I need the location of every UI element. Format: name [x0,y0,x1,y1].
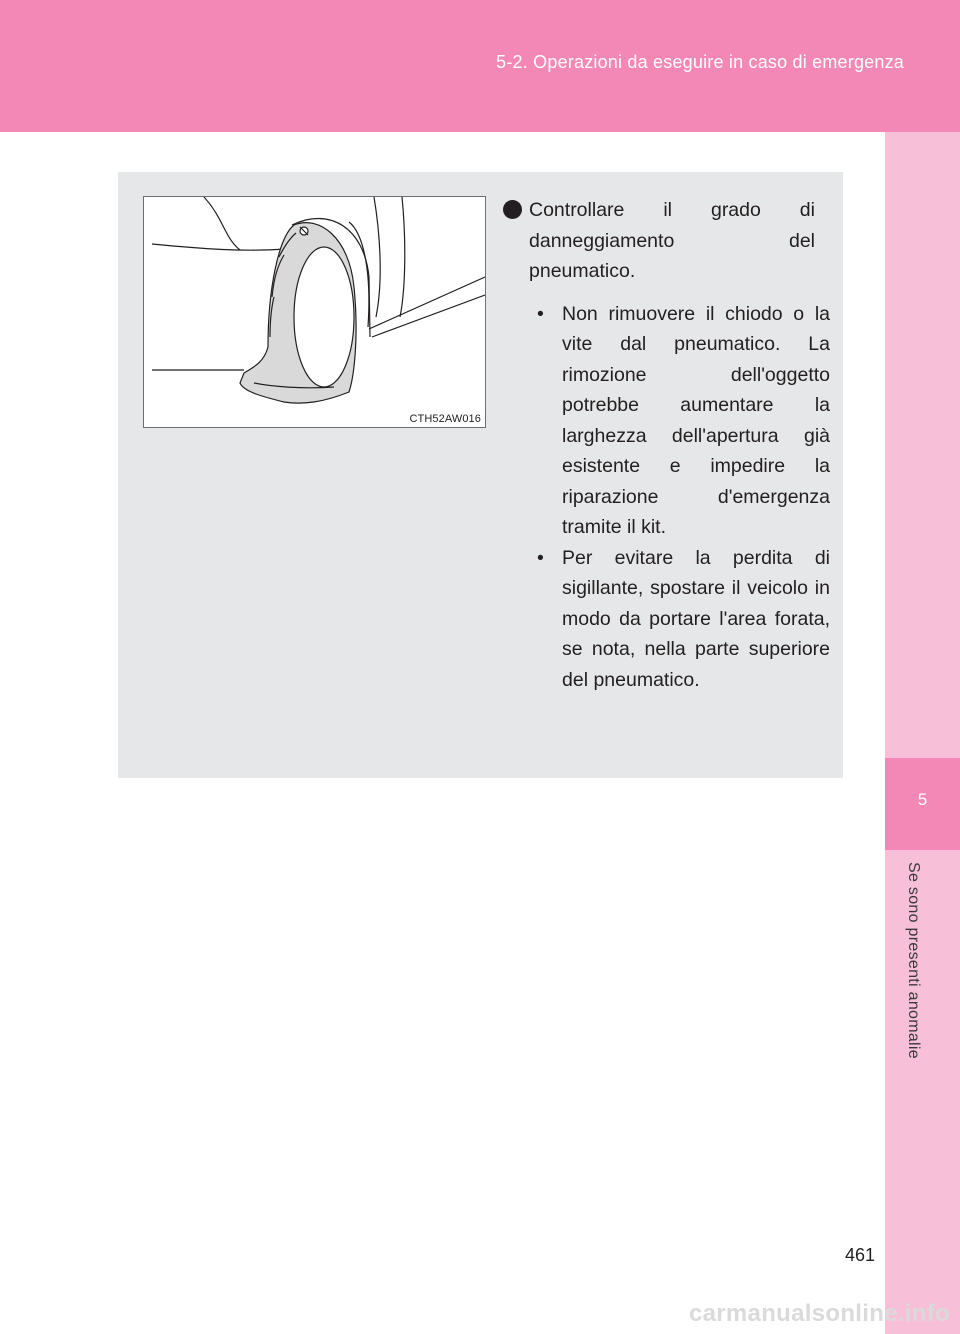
main-bullet-text: Controllare il grado di danneggiamento del pneumatico. [529,199,815,282]
main-bullet [503,195,815,287]
bullet-dot-icon [503,200,522,219]
page-number: 461 [844,1245,875,1265]
tire-illustration [143,196,486,428]
page-header [0,0,960,132]
watermark[interactable]: carmanualsonline.info [688,1300,950,1327]
sub-bullet-dot-icon: • [537,546,544,569]
chapter-title: Se sono presenti anomalie [905,862,922,1059]
sub-bullet-item [503,299,830,543]
instruction-text [503,195,830,695]
figure-code: CTH52AW016 [409,413,481,425]
sub-bullet-text: Per evitare la perdita di sigillante, spostare il veicolo in modo da portare l'area forata, se nota, nella parte superiore del pneumatico. [562,546,830,691]
sub-bullet-dot-icon: • [537,302,544,325]
sub-bullet-item [503,543,830,696]
sub-bullet-list [503,299,830,696]
chapter-number: 5 [917,790,928,809]
sub-bullet-text: Non rimuovere il chiodo o la vite dal pneumatico. La rimozione dell'oggetto potrebbe aumentare la larghezza dell'apertura già esistente e impedire la riparazione d'emergenza tramite il kit. [562,302,830,538]
tire-with-nail-icon [144,197,485,427]
section-title: 5-2. Operazioni da eseguire in caso di emergenza [496,52,904,72]
chapter-side-tab [885,132,960,1334]
